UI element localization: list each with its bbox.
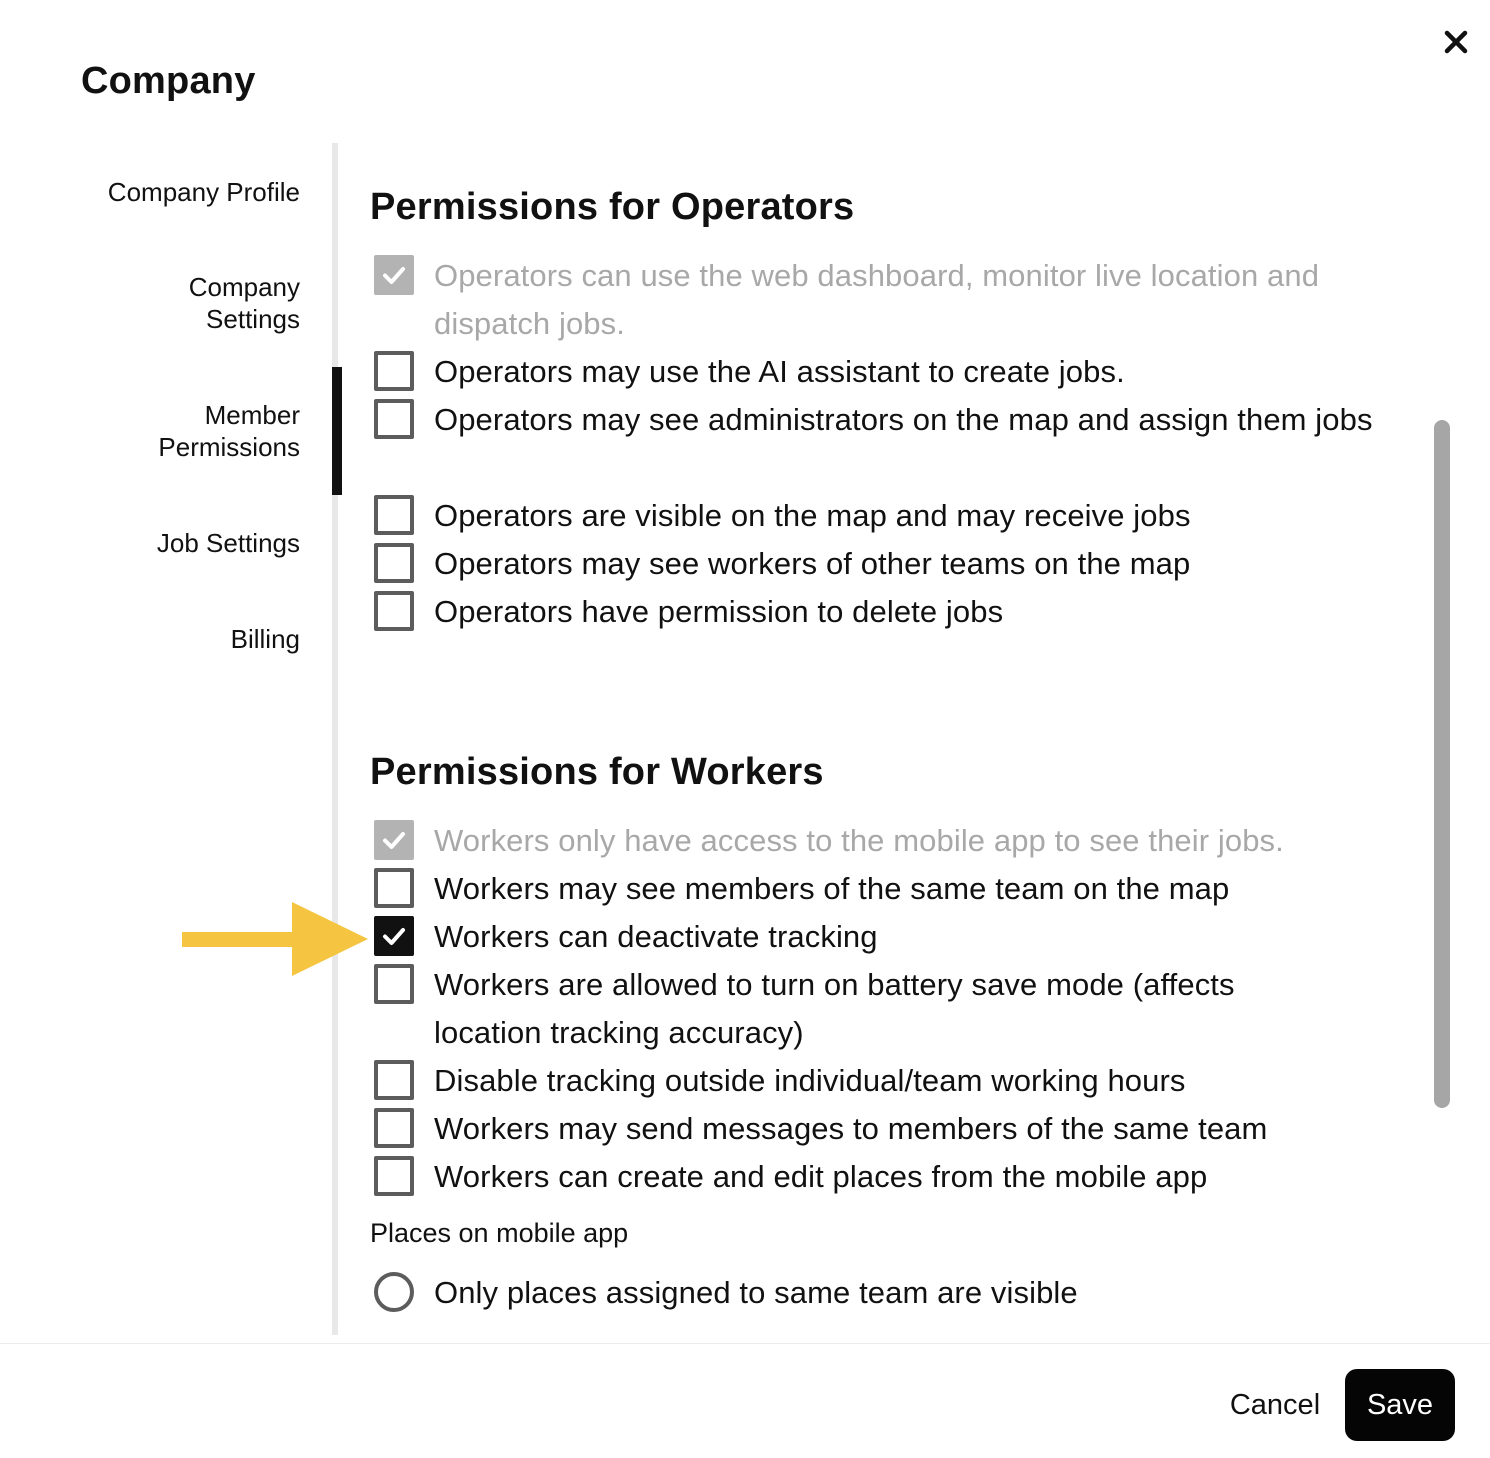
worker-option-create-places[interactable] <box>374 1153 1394 1201</box>
sidebar-item-job-settings[interactable] <box>157 527 300 559</box>
save-button[interactable]: Save <box>1345 1369 1455 1441</box>
sidebar-item-company-settings[interactable] <box>189 271 300 335</box>
operator-option-visible-on-map[interactable] <box>374 492 1394 540</box>
modal-title: Company <box>81 60 256 102</box>
option-label: Workers can deactivate tracking <box>434 919 878 954</box>
sidebar-item-company-profile[interactable] <box>108 176 300 208</box>
checkbox[interactable] <box>374 1060 414 1100</box>
operator-option-web-dashboard <box>374 252 1394 348</box>
operator-option-ai-assistant[interactable] <box>374 348 1394 396</box>
checkbox[interactable] <box>374 1108 414 1148</box>
checkbox[interactable] <box>374 916 414 956</box>
option-label: Only places assigned to same team are visible <box>434 1275 1078 1310</box>
checkbox[interactable] <box>374 964 414 1004</box>
worker-option-deactivate-tracking[interactable] <box>374 913 1394 961</box>
worker-option-send-messages[interactable] <box>374 1105 1394 1153</box>
option-label: Workers can create and edit places from the mobile app <box>434 1159 1208 1194</box>
checkbox <box>374 820 414 860</box>
sidebar-item-label: Company Profile <box>107 177 300 207</box>
active-nav-indicator <box>332 367 342 495</box>
checkbox[interactable] <box>374 495 414 535</box>
footer-divider <box>0 1343 1490 1344</box>
worker-option-mobile-app <box>374 817 1394 865</box>
places-section-label: Places on mobile app <box>370 1218 629 1248</box>
checkmark-icon <box>379 921 409 951</box>
checkmark-icon <box>379 825 409 855</box>
option-label: Workers may see members of the same team on the map <box>434 871 1230 906</box>
operators-section-title: Permissions for Operators <box>370 186 855 228</box>
option-label: Operators have permission to delete jobs <box>434 594 1004 629</box>
cancel-button[interactable]: Cancel <box>1218 1372 1332 1438</box>
sidebar-divider <box>332 143 338 1335</box>
checkbox[interactable] <box>374 868 414 908</box>
option-label: Operators may see administrators on the map and assign them jobs <box>434 402 1373 437</box>
sidebar-item-label: Job Settings <box>156 528 300 558</box>
operator-option-delete-jobs[interactable] <box>374 588 1394 636</box>
sidebar-item-member-permissions[interactable] <box>158 399 300 463</box>
sidebar-item-label: Member Permissions <box>158 400 300 462</box>
option-label: Disable tracking outside individual/team working hours <box>434 1063 1186 1098</box>
operator-option-see-administrators[interactable] <box>374 396 1394 444</box>
option-label: Workers only have access to the mobile app to see their jobs. <box>434 823 1284 858</box>
option-label: Operators are visible on the map and may receive jobs <box>434 498 1191 533</box>
workers-section-title: Permissions for Workers <box>370 751 824 793</box>
checkbox[interactable] <box>374 399 414 439</box>
option-label: Operators may see workers of other teams on the map <box>434 546 1191 581</box>
content-scrollbar[interactable] <box>1434 420 1450 1108</box>
annotation-arrow-icon <box>182 900 372 980</box>
places-option-same-team[interactable] <box>374 1269 1394 1317</box>
option-label: Operators may use the AI assistant to create jobs. <box>434 354 1125 389</box>
checkbox[interactable] <box>374 591 414 631</box>
checkbox <box>374 255 414 295</box>
option-label: Workers may send messages to members of the same team <box>434 1111 1268 1146</box>
worker-option-see-team-members[interactable] <box>374 865 1394 913</box>
sidebar-item-label: Company Settings <box>188 272 300 334</box>
sidebar-item-billing[interactable] <box>231 623 300 655</box>
checkbox[interactable] <box>374 351 414 391</box>
close-button[interactable] <box>1436 22 1476 62</box>
option-label: Operators can use the web dashboard, monitor live location and dispatch jobs. <box>434 258 1320 341</box>
permissions-content <box>370 160 1410 1335</box>
checkmark-icon <box>379 260 409 290</box>
worker-option-battery-save[interactable] <box>374 961 1394 1057</box>
option-label: Workers are allowed to turn on battery save mode (affects location tracking accuracy) <box>434 967 1235 1050</box>
close-icon <box>1436 22 1476 62</box>
radio-button[interactable] <box>374 1272 414 1312</box>
operator-option-see-other-teams[interactable] <box>374 540 1394 588</box>
checkbox[interactable] <box>374 543 414 583</box>
sidebar-item-label: Billing <box>230 624 300 654</box>
checkbox[interactable] <box>374 1156 414 1196</box>
worker-option-disable-tracking-hours[interactable] <box>374 1057 1394 1105</box>
